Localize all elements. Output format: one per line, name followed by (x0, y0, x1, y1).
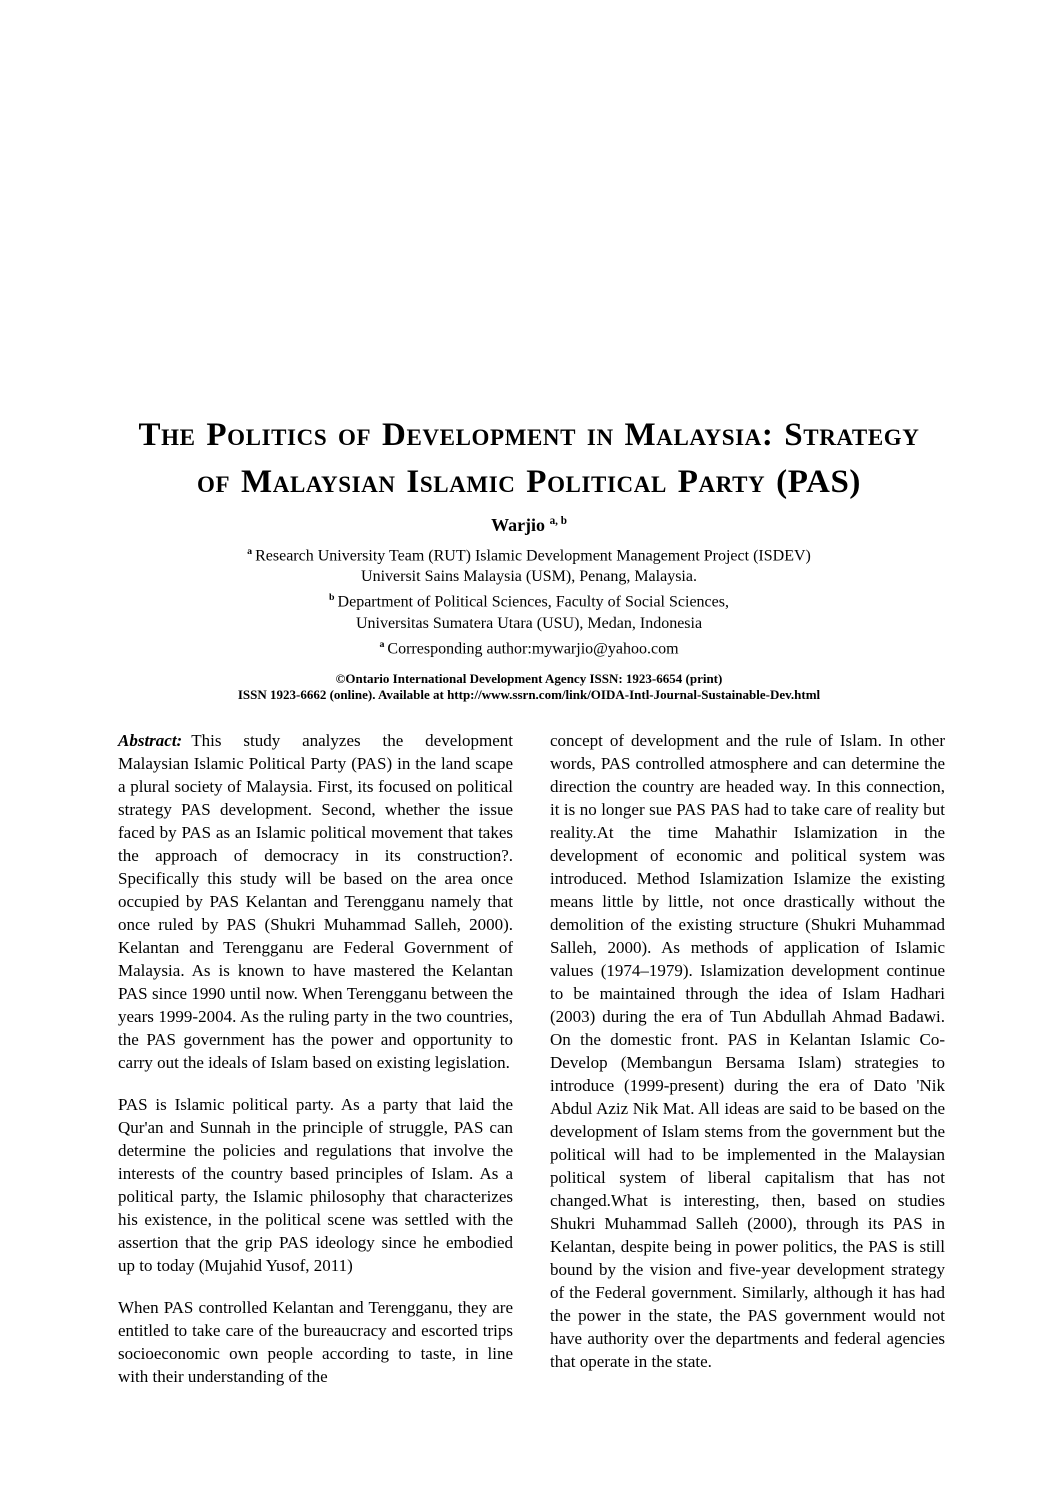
affiliation-line (0, 613, 1058, 634)
affiliation-line (0, 566, 1058, 587)
affiliation-line (0, 634, 1058, 659)
paper-title (0, 412, 1058, 506)
abstract-paragraph-1 (118, 729, 513, 1074)
affiliation-text: Department of Political Sciences, Faculty of Social Sciences, (337, 593, 729, 611)
abstract-paragraph-4: concept of development and the rule of Islam. In other words, PAS controlled atmosphere and can determine the direction the country are headed way. In this connection, it is no longer sue PAS PAS had to take care of reality but reality.At the time Mahathir Islamization in the development of economic and political system was introduced. Method Islamization Islamize the existing means little by little, not once drastically without the demolition of the existing structure (Shukri Muhammad Salleh, 2000). As methods of application of Islamic values (1974–1979). Islamization development continue to be maintained through the idea of Islam Hadhari (2003) during the era of Tun Abdullah Ahmad Badawi. On the domestic front. PAS in Kelantan Islamic Co-Develop (Membangun Bersama Islam) strategies to introduce (1999-present) during the era of Dato 'Nik Abdul Aziz Nik Mat. All ideas are said to be based on the development of Islam stems from the government but the political will had to be implemented in the Malaysian political system of liberal capitalism that has not changed.What is interesting, then, based on studies Shukri Muhammad Salleh (2000), through its PAS in Kelantan, despite being in power politics, the PAS is still bound by the vision and five-year development strategy of the Federal government. Similarly, although it has had the power in the state, the PAS government would not have authority over the departments and federal agencies that operate in the state. (550, 730, 945, 1371)
abstract-paragraph-2: PAS is Islamic political party. As a party that laid the Qur'an and Sunnah in the principle of struggle, PAS can determine the policies and regulations that involve the interests of the country based principles of Islam. As a political party, the Islamic philosophy that characterizes his existence, in the political scene was settled with the assertion that the grip PAS ideology since he embodied up to today (Mujahid Yusof, 2011) (118, 1094, 513, 1275)
abstract-paragraph-3: When PAS controlled Kelantan and Terengganu, they are entitled to take care of the bureaucracy and escorted trips socioeconomic own people according to taste, in line with their understanding of the (118, 1297, 513, 1386)
column-right (550, 729, 945, 1407)
affiliation-line (0, 587, 1058, 612)
paper-title-line-1: The Politics of Development in Malaysia: Strategy (138, 417, 920, 453)
affiliation-text: Universit Sains Malaysia (USM), Penang, Malaysia. (361, 568, 697, 586)
publisher-issn-online-line: ISSN 1923-6662 (online). Available at http://www.ssrn.com/link/OIDA-Intl-Journal-Sustainable-Dev.html (237, 686, 821, 702)
corresponding-author-email: Corresponding author:mywarjio@yahoo.com (387, 639, 679, 657)
affiliation-superscript: b (329, 592, 335, 604)
publisher-block (0, 671, 1058, 703)
affiliation-text: Research University Team (RUT) Islamic Development Management Project (ISDEV) (255, 547, 811, 565)
affiliation-superscript: a (247, 546, 253, 557)
affiliation-text: Universitas Sumatera Utara (USU), Medan, Indonesia (355, 614, 703, 632)
column-left (118, 729, 513, 1407)
affiliation-superscript: a (379, 638, 385, 650)
affiliations-block (0, 541, 1058, 659)
author-superscript: a, b (549, 515, 567, 527)
author-line (0, 515, 1058, 536)
affiliation-line (0, 541, 1058, 566)
abstract-paragraph-1-text: This study analyzes the development Malaysian Islamic Political Party (PAS) in the land scape a plural society of Malaysia. First, its focused on political strategy PAS development. Second, whether the issue faced by PAS as an Islamic political movement that takes the approach of democracy in its construction?. Specifically this study will be based on the area once occupied by PAS Kelantan and Terengganu namely that once ruled by PAS (Shukri Muhammad Salleh, 2000). Kelantan and Terengganu are Federal Government of Malaysia. As is known to have mastered the Kelantan PAS since 1990 until now. When Terengganu between the years 1999-2004. As the ruling party in the two countries, the PAS government has the power and opportunity to carry out the ideals of Islam based on existing legislation. (118, 730, 513, 1072)
abstract-label: Abstract: (118, 730, 183, 750)
author-name: Warjio (491, 515, 546, 535)
paper-title-line-2: of Malaysian Islamic Political Party (PAS) (197, 464, 861, 500)
paper-header (0, 0, 1058, 703)
abstract-body (0, 729, 1058, 1407)
publisher-issn-print-line: ©Ontario International Development Agency ISSN: 1923-6654 (print) (335, 670, 723, 686)
